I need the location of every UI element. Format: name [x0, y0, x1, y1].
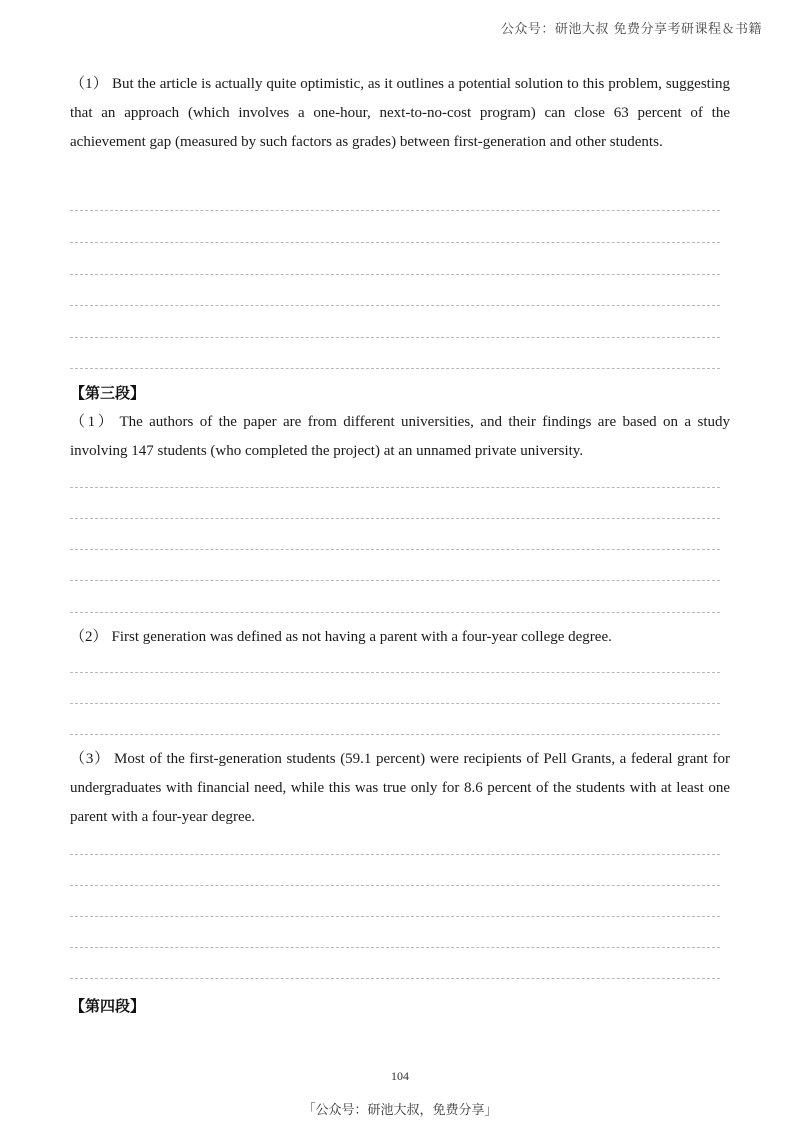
answer-line [70, 518, 720, 519]
answer-line [70, 549, 720, 550]
paragraph-item [70, 70, 730, 157]
answer-line [70, 612, 720, 613]
item-number: （2） [70, 629, 108, 645]
page-number: 104 [391, 1069, 409, 1083]
answer-line [70, 672, 720, 673]
section-heading-4: 【第四段】 [70, 997, 146, 1015]
item-text: First generation was defined as not having a parent with a four-year college degree. [111, 629, 612, 645]
answer-line [70, 242, 720, 243]
item-text: Most of the first-generation students (59.1 percent) were recipients of Pell Grants, a federal grant for undergraduates with financial need, while this was true only for 8.6 percent of the students with at least one parent with a four-year degree. [70, 751, 730, 825]
paragraph-item [70, 745, 730, 832]
answer-line [70, 274, 720, 275]
answer-line [70, 916, 720, 917]
answer-line [70, 210, 720, 211]
answer-line [70, 703, 720, 704]
section-heading-3: 【第三段】 [70, 384, 146, 402]
answer-line [70, 947, 720, 948]
item-text: But the article is actually quite optimistic, as it outlines a potential solution to this problem, suggesting that an approach (which involves a one-hour, next-to-no-cost program) can close 63 percent of the achievement gap (measured by such factors as grades) between first-generation and other students. [70, 76, 730, 150]
answer-line [70, 580, 720, 581]
answer-line [70, 368, 720, 369]
item-text: The authors of the paper are from different universities, and their findings are based on a study involving 147 students (who completed the project) at an unnamed private university. [70, 414, 730, 459]
answer-line [70, 487, 720, 488]
item-number: （1） [70, 76, 108, 92]
item-number: （3） [70, 751, 110, 767]
answer-line [70, 978, 720, 979]
paragraph-item [70, 623, 730, 652]
header-watermark-note: 公众号：研池大叔 免费分享考研课程＆书籍 [500, 22, 762, 37]
answer-line [70, 337, 720, 338]
answer-line [70, 885, 720, 886]
answer-line [70, 854, 720, 855]
footer-note: 「公众号：研池大叔，免费分享」 [302, 1103, 498, 1118]
item-number: （1） [70, 414, 116, 430]
answer-line [70, 305, 720, 306]
answer-line [70, 734, 720, 735]
paragraph-item [70, 408, 730, 466]
